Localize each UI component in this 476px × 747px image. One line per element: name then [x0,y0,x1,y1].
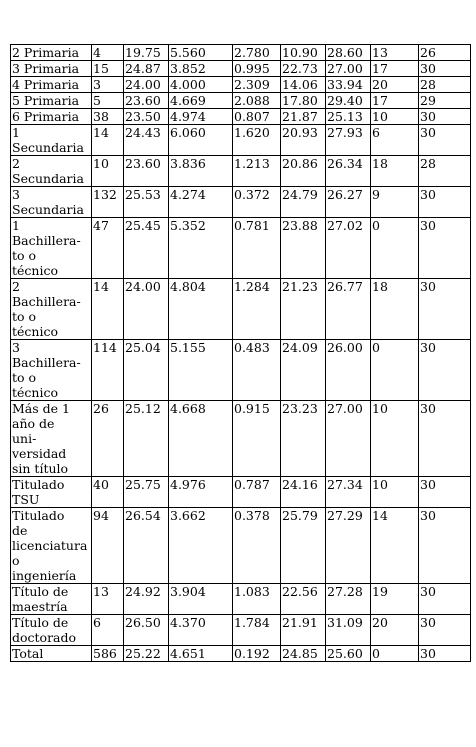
value-cell: 4.000 [169,77,233,93]
value-cell: 29.40 [326,93,371,109]
value-cell: 27.28 [326,584,371,615]
value-cell: 23.50 [124,109,169,125]
value-cell: 5.352 [169,218,233,279]
value-cell: 23.88 [281,218,326,279]
value-cell: 17 [371,93,419,109]
table-row [11,93,471,109]
value-cell: 30 [419,125,471,156]
value-cell: 4 [92,45,124,61]
value-cell: 27.29 [326,508,371,584]
value-cell: 31.09 [326,615,371,646]
value-cell: 26 [92,401,124,477]
value-cell: 25.75 [124,477,169,508]
value-cell: 4.668 [169,401,233,477]
value-cell: 4.370 [169,615,233,646]
value-cell: 28 [419,77,471,93]
value-cell: 28.60 [326,45,371,61]
row-label-cell: Título de maestría [11,584,92,615]
row-label-cell: Más de 1 año de uni- versidad sin título [11,401,92,477]
row-label-cell: Titulado TSU [11,477,92,508]
value-cell: 20 [371,77,419,93]
value-cell: 25.13 [326,109,371,125]
value-cell: 5 [92,93,124,109]
value-cell: 25.53 [124,187,169,218]
table-row [11,109,471,125]
value-cell: 26.54 [124,508,169,584]
table-row [11,61,471,77]
value-cell: 1.213 [233,156,281,187]
value-cell: 1.284 [233,279,281,340]
value-cell: 23.60 [124,93,169,109]
value-cell: 20.93 [281,125,326,156]
value-cell: 17 [371,61,419,77]
value-cell: 1.620 [233,125,281,156]
value-cell: 4.804 [169,279,233,340]
value-cell: 3.904 [169,584,233,615]
value-cell: 3 [92,77,124,93]
table-row [11,125,471,156]
row-label-cell: Total [11,646,92,662]
table-body [11,45,471,662]
row-label-cell: 1 Bachillera- to o técnico [11,218,92,279]
value-cell: 10.90 [281,45,326,61]
value-cell: 26.27 [326,187,371,218]
value-cell: 0 [371,646,419,662]
value-cell: 0.483 [233,340,281,401]
value-cell: 21.91 [281,615,326,646]
row-label-cell: 3 Primaria [11,61,92,77]
table-row [11,218,471,279]
value-cell: 22.73 [281,61,326,77]
row-label-cell: 3 Secundaria [11,187,92,218]
value-cell: 3.852 [169,61,233,77]
value-cell: 30 [419,61,471,77]
value-cell: 2.088 [233,93,281,109]
value-cell: 0.372 [233,187,281,218]
value-cell: 114 [92,340,124,401]
value-cell: 4.974 [169,109,233,125]
value-cell: 0.915 [233,401,281,477]
table-row [11,477,471,508]
value-cell: 2.780 [233,45,281,61]
table-row [11,77,471,93]
value-cell: 30 [419,340,471,401]
row-label-cell: 6 Primaria [11,109,92,125]
value-cell: 0.995 [233,61,281,77]
table-row [11,401,471,477]
value-cell: 24.85 [281,646,326,662]
row-label-cell: 3 Bachillera- to o técnico [11,340,92,401]
value-cell: 30 [419,218,471,279]
value-cell: 30 [419,401,471,477]
value-cell: 30 [419,584,471,615]
value-cell: 24.00 [124,77,169,93]
value-cell: 24.09 [281,340,326,401]
table-row [11,508,471,584]
value-cell: 27.00 [326,61,371,77]
table-row [11,187,471,218]
value-cell: 94 [92,508,124,584]
value-cell: 14 [371,508,419,584]
value-cell: 18 [371,156,419,187]
value-cell: 47 [92,218,124,279]
value-cell: 10 [371,109,419,125]
row-label-cell: Titulado de licenciatura o ingeniería [11,508,92,584]
row-label-cell: 2 Primaria [11,45,92,61]
value-cell: 33.94 [326,77,371,93]
value-cell: 30 [419,109,471,125]
value-cell: 25.60 [326,646,371,662]
value-cell: 26.34 [326,156,371,187]
value-cell: 27.00 [326,401,371,477]
value-cell: 0 [371,340,419,401]
value-cell: 3.836 [169,156,233,187]
value-cell: 30 [419,615,471,646]
value-cell: 4.274 [169,187,233,218]
value-cell: 24.00 [124,279,169,340]
table-row [11,279,471,340]
value-cell: 132 [92,187,124,218]
value-cell: 2.309 [233,77,281,93]
table-row [11,156,471,187]
value-cell: 0.378 [233,508,281,584]
value-cell: 24.43 [124,125,169,156]
value-cell: 27.34 [326,477,371,508]
row-label-cell: 2 Bachillera- to o técnico [11,279,92,340]
value-cell: 24.79 [281,187,326,218]
value-cell: 28 [419,156,471,187]
value-cell: 10 [371,477,419,508]
value-cell: 20.86 [281,156,326,187]
value-cell: 0 [371,218,419,279]
value-cell: 1.784 [233,615,281,646]
value-cell: 5.155 [169,340,233,401]
value-cell: 17.80 [281,93,326,109]
value-cell: 13 [92,584,124,615]
value-cell: 25.79 [281,508,326,584]
value-cell: 25.45 [124,218,169,279]
value-cell: 19 [371,584,419,615]
value-cell: 30 [419,646,471,662]
value-cell: 4.976 [169,477,233,508]
row-label-cell: 2 Secundaria [11,156,92,187]
value-cell: 30 [419,187,471,218]
table-row [11,615,471,646]
value-cell: 19.75 [124,45,169,61]
row-label-cell: 1 Secundaria [11,125,92,156]
table-row [11,646,471,662]
value-cell: 14.06 [281,77,326,93]
value-cell: 1.083 [233,584,281,615]
value-cell: 10 [371,401,419,477]
table-row [11,340,471,401]
value-cell: 25.12 [124,401,169,477]
value-cell: 23.23 [281,401,326,477]
row-label-cell: 5 Primaria [11,93,92,109]
value-cell: 586 [92,646,124,662]
statistics-table [10,44,471,662]
value-cell: 26.50 [124,615,169,646]
value-cell: 0.807 [233,109,281,125]
value-cell: 27.93 [326,125,371,156]
value-cell: 4.669 [169,93,233,109]
row-label-cell: 4 Primaria [11,77,92,93]
table-row [11,584,471,615]
value-cell: 22.56 [281,584,326,615]
value-cell: 29 [419,93,471,109]
value-cell: 15 [92,61,124,77]
value-cell: 0.787 [233,477,281,508]
value-cell: 26.77 [326,279,371,340]
value-cell: 26 [419,45,471,61]
value-cell: 14 [92,279,124,340]
value-cell: 25.04 [124,340,169,401]
value-cell: 23.60 [124,156,169,187]
value-cell: 6.060 [169,125,233,156]
value-cell: 24.92 [124,584,169,615]
value-cell: 21.23 [281,279,326,340]
value-cell: 4.651 [169,646,233,662]
value-cell: 24.16 [281,477,326,508]
value-cell: 14 [92,125,124,156]
value-cell: 0.781 [233,218,281,279]
value-cell: 20 [371,615,419,646]
value-cell: 27.02 [326,218,371,279]
value-cell: 40 [92,477,124,508]
table-row [11,45,471,61]
value-cell: 6 [371,125,419,156]
value-cell: 25.22 [124,646,169,662]
value-cell: 0.192 [233,646,281,662]
value-cell: 9 [371,187,419,218]
value-cell: 18 [371,279,419,340]
value-cell: 30 [419,508,471,584]
value-cell: 13 [371,45,419,61]
value-cell: 24.87 [124,61,169,77]
value-cell: 6 [92,615,124,646]
value-cell: 5.560 [169,45,233,61]
value-cell: 30 [419,279,471,340]
value-cell: 10 [92,156,124,187]
value-cell: 38 [92,109,124,125]
value-cell: 26.00 [326,340,371,401]
value-cell: 3.662 [169,508,233,584]
row-label-cell: Título de doctorado [11,615,92,646]
value-cell: 21.87 [281,109,326,125]
value-cell: 30 [419,477,471,508]
